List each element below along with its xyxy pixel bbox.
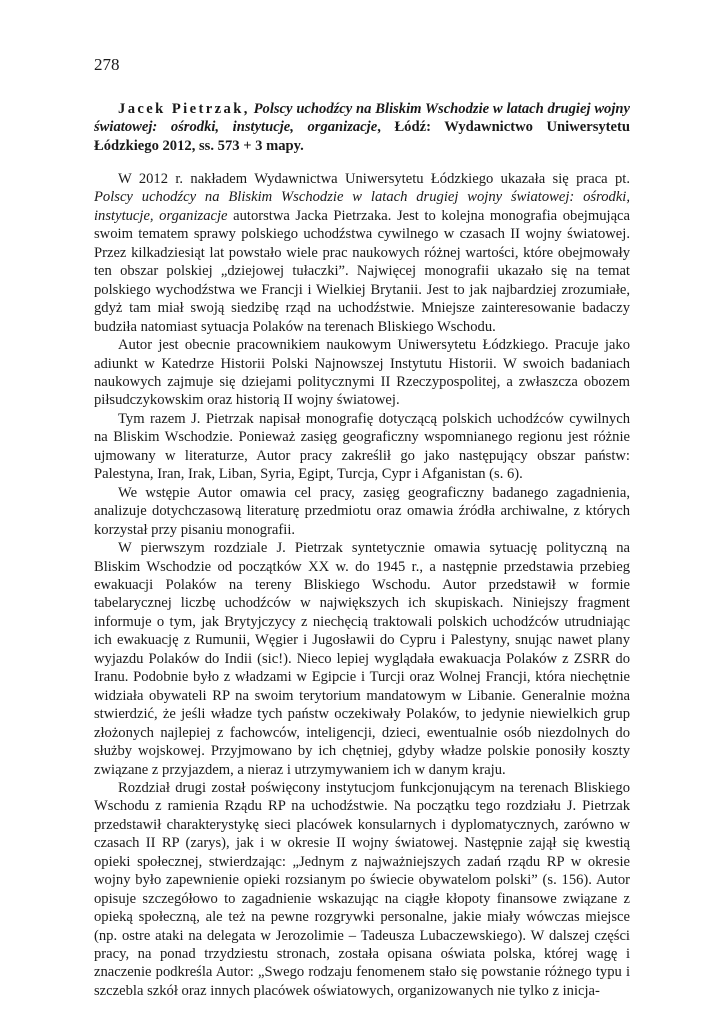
- book-title: Polscy uchodźcy na Bliskim Wschodzie w latach drugiej wojny światowej: ośrodki, instytucje, organizacje: [94, 101, 630, 136]
- paragraph-6: Rozdział drugi został poświęcony instytucjom funkcjonującym na terenach Bliskiego Wschodu z ramienia Rządu RP na uchodźstwie. Na początku tego rozdziału J. Pietrzak przedstawił charakterystykę sieci placówek konsularnych i dyplomatycznych, zarówno w czasach II RP (zarys), jak i w okresie II wojny światowej. Następnie zajął się kwestią opieki społecznej, stwierdzając: „Jednym z najważniejszych zadań rządu RP w okresie wojny było zapewnienie opieki rozsianym po świecie obywatelom polski” (s. 156). Autor opisuje szczegółowo to zagadnienie wskazując na ciągłe kłopoty finansowe związane z opieką społeczną, ale też na pewne rozgrywki personalne, jakie miały wówczas miejsce (np. ostre ataki na delegata w Jerozolimie – Tadeusza Lubaczewskiego). W dalszej części pracy, na ponad trzydziestu stronach, została opisana oświata polska, której wagę i znaczenie podkreśla Autor: „Swego rodzaju fenomenem stało się powstanie różnego typu i szczebla szkół oraz innych placówek oświatowych, organizowanych nie tylko z inicja-: [94, 779, 630, 999]
- paragraph-1-intro: W 2012 r. nakładem Wydawnictwa Uniwersytetu Łódzkiego ukazała się praca pt.: [118, 171, 630, 187]
- paragraph-5: W pierwszym rozdziale J. Pietrzak syntetycznie omawia sytuację polityczną na Bliskim Wschodzie od początków XX w. do 1945 r., a następnie przedstawia przebieg ewakuacji Polaków na tereny Bliskiego Wschodu. Autor przedstawił w formie tabelarycznej liczbę uchodźców w największych ich skupiskach. Niniejszy fragment informuje o tym, jak Brytyjczycy z niechęcią traktowali polskich uchodźców utrudniając ich ewakuację z Rumunii, Węgier i Jugosławii do Cypru i Palestyny, snując nawet plany wyjazdu Polaków do Indii (sic!). Nieco lepiej wyglądała ewakuacja Polaków z ZSRR do Iranu. Podobnie było z władzami w Egipcie i Turcji oraz Wolnej Francji, która niechętnie widziała obywateli RP na swoim terytorium mandatowym w Libanie. Generalnie można stwierdzić, że jeśli władze tych państw oczekiwały Polaków, to jedynie niewielkich grup złożonych najlepiej z fachowców, inteligencji, dzieci, ewentualnie osób niezdolnych do służby wojskowej. Przyjmowano by ich chętniej, gdyby władze polskie ponosiły koszty związane z przyjazdem, a nieraz i utrzymywaniem ich w danym kraju.: [94, 540, 630, 778]
- page-number: 278: [94, 55, 120, 74]
- paragraph-1-rest: autorstwa Jacka Pietrzaka. Jest to kolejna monografia obejmująca swoim tematem sprawy polskiego uchodźstwa cywilnego w czasach II wojny światowej. Przez kilkadziesiąt lat powstało wiele prac naukowych różnej wartości, które obejmowały ten obszar polskiej „dziejowej tułaczki”. Najwięcej monografii ukazało się na temat polskiego wychodźstwa we Francji i Wielkiej Brytanii. Jest to jak najbardziej zrozumiałe, gdyż tam miał swoją siedzibę rząd na uchodźstwie. Mniejsze zainteresowanie badaczy budziła natomiast sytuacja Polaków na terenach Bliskiego Wschodu.: [94, 207, 631, 335]
- paragraph-1-book-title: Polscy uchodźcy na Bliskim Wschodzie w latach drugiej wojny światowej: ośrodki, instytucje, organizacje: [94, 189, 630, 224]
- review-heading: [94, 100, 630, 155]
- review-body: [94, 170, 630, 1000]
- paragraph-2: Autor jest obecnie pracownikiem naukowym Uniwersytetu Łódzkiego. Pracuje jako adiunkt w Katedrze Historii Polski Najnowszej Instytutu Historii. W swoich badaniach naukowych zajmuje się dziejami politycznymi II Rzeczypospolitej, a zwłaszcza obozem piłsudczykowskim oraz historią II wojny światowej.: [94, 337, 630, 409]
- publication-info: Łódź: Wydawnictwo Uniwersytetu Łódzkiego 2012, ss. 573 + 3 mapy.: [94, 119, 630, 154]
- paragraph-1: [94, 170, 630, 336]
- heading-separator: ,: [377, 119, 381, 136]
- book-author: Jacek Pietrzak,: [118, 101, 250, 117]
- paragraph-4: We wstępie Autor omawia cel pracy, zasięg geograficzny badanego zagadnienia, analizuje dotychczasową literaturę przedmiotu oraz omawia źródła archiwalne, z których korzystał przy pisaniu monografii.: [94, 484, 630, 538]
- paragraph-3: Tym razem J. Pietrzak napisał monografię dotyczącą polskich uchodźców cywilnych na Bliskim Wschodzie. Ponieważ zasięg geograficzny wspomnianego regionu jest różnie ujmowany w literaturze, Autor pracy zakreślił go jako następujący obszar państw: Palestyna, Iran, Irak, Liban, Syria, Egipt, Turcja, Cypr i Afganistan (s. 6).: [94, 410, 630, 483]
